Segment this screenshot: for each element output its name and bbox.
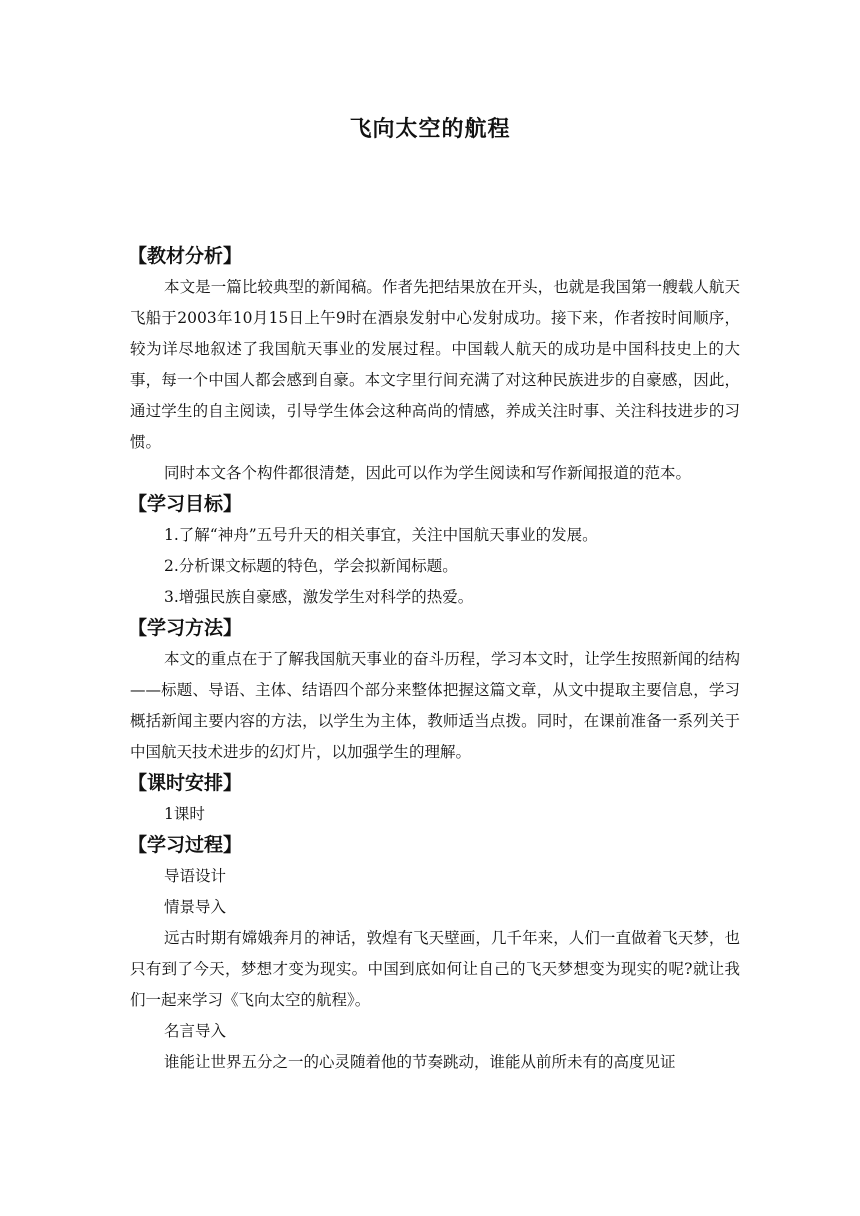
process-subheading-intro-design: 导语设计 <box>164 867 227 885</box>
process-paragraph-2: 谁能让世界五分之一的心灵随着他的节奏跳动，谁能从前所未有的高度见证 <box>164 1053 676 1071</box>
methods-paragraph: 本文的重点在于了解我国航天事业的奋斗历程，学习本文时，让学生按照新闻的结构——标题、导语、主体、结语四个部分来整体把握这篇文章，从文中提取主要信息，学习概括新闻主要内容的方法，以学生为主体，教师适当点拨。同时，在课前准备一系列关于中国航天技术进步的幻灯片，以加强学生的理解。 <box>130 650 740 761</box>
schedule-text: 1课时 <box>164 805 205 823</box>
process-paragraph-1: 远古时期有嫦娥奔月的神话，敦煌有飞天壁画，几千年来，人们一直做着飞天梦，也只有到了今天，梦想才变为现实。中国到底如何让自己的飞天梦想变为现实的呢?就让我们一起来学习《飞向太空的航程》。 <box>130 929 740 1009</box>
section-heading-schedule: 【课时安排】 <box>128 772 243 794</box>
process-subheading-quote-intro: 名言导入 <box>164 1022 227 1040</box>
goal-item: 3.增强民族自豪感，激发学生对科学的热爱。 <box>164 588 474 606</box>
section-heading-goals: 【学习目标】 <box>128 493 243 515</box>
analysis-paragraph-2: 同时本文各个构件都很清楚，因此可以作为学生阅读和写作新闻报道的范本。 <box>164 464 692 482</box>
section-heading-process: 【学习过程】 <box>128 834 243 856</box>
process-subheading-scenario-intro: 情景导入 <box>164 898 227 916</box>
analysis-paragraph-1: 本文是一篇比较典型的新闻稿。作者先把结果放在开头，也就是我国第一艘载人航天飞船于2003年10月15日上午9时在酒泉发射中心发射成功。接下来，作者按时间顺序，较为详尽地叙述了我国航天事业的发展过程。中国载人航天的成功是中国科技史上的大事，每一个中国人都会感到自豪。本文字里行间充满了对这种民族进步的自豪感，因此，通过学生的自主阅读，引导学生体会这种高尚的情感，养成关注时事、关注科技进步的习惯。 <box>130 278 740 451</box>
document-body <box>130 241 740 1078</box>
section-heading-methods: 【学习方法】 <box>128 617 243 639</box>
goal-item: 2.分析课文标题的特色，学会拟新闻标题。 <box>164 557 458 575</box>
goal-item: 1.了解“神舟”五号升天的相关事宜，关注中国航天事业的发展。 <box>164 526 598 544</box>
section-heading-analysis: 【教材分析】 <box>128 245 243 267</box>
page-title: 飞向太空的航程 <box>349 116 511 142</box>
